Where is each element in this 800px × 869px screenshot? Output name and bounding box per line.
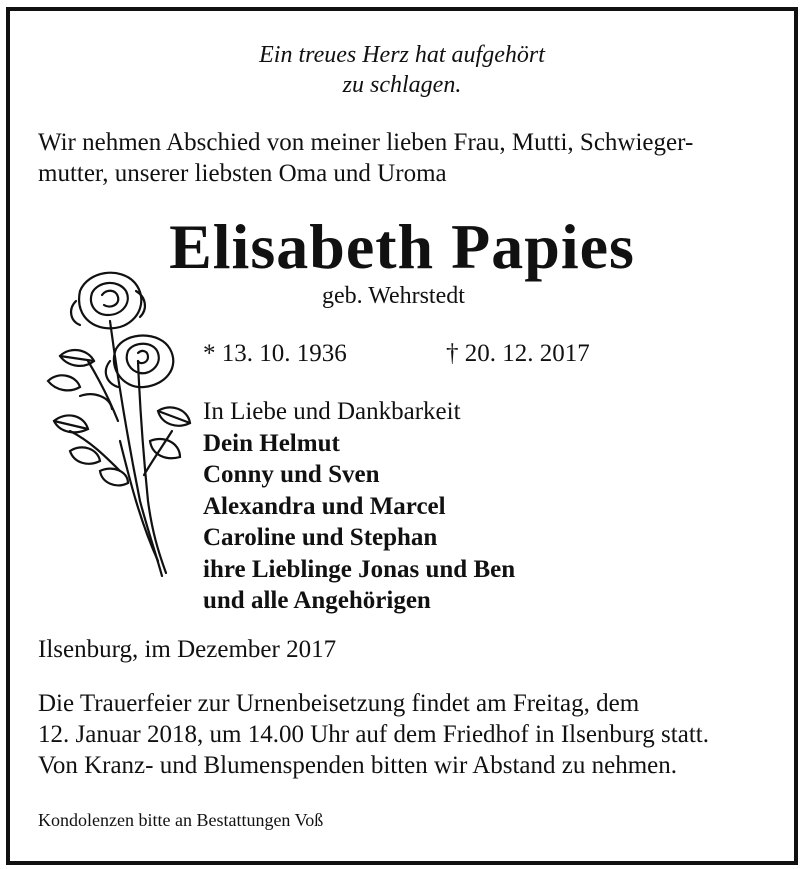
- mourner-name: Caroline und Stephan: [203, 524, 438, 551]
- service-line-2: 12. Januar 2018, um 14.00 Uhr auf dem Friedhof in Ilsenburg statt.: [38, 721, 709, 748]
- birth-name: geb. Wehrstedt: [322, 283, 465, 309]
- mourner-name: ihre Lieblinge Jonas und Ben: [203, 555, 516, 583]
- obituary-card: [6, 7, 798, 865]
- service-details: [38, 688, 766, 781]
- motto: [10, 40, 794, 100]
- intro-text: [38, 127, 766, 189]
- rose-icon: [40, 261, 200, 591]
- place-date: Ilsenburg, im Dezember 2017: [38, 636, 337, 663]
- service-line-3: Von Kranz- und Blumenspenden bitten wir Abstand zu nehmen.: [38, 752, 678, 779]
- service-line-1: Die Trauerfeier zur Urnenbeisetzung findet am Freitag, dem: [38, 690, 640, 717]
- intro-line-1: Wir nehmen Abschied von meiner lieben Frau, Mutti, Schwieger-: [38, 129, 694, 156]
- mourners-list: [203, 396, 515, 617]
- intro-line-2: mutter, unserer liebsten Oma und Uroma: [38, 160, 447, 187]
- mourner-name: Conny und Sven: [203, 461, 380, 488]
- mourner-name: Alexandra und Marcel: [203, 492, 446, 520]
- mourner-name: Dein Helmut: [203, 429, 340, 457]
- death-date: † 20. 12. 2017: [446, 340, 590, 367]
- motto-line-1: Ein treues Herz hat aufgehört: [259, 42, 545, 68]
- condolence-note: Kondolenzen bitte an Bestattungen Voß: [38, 810, 324, 830]
- birth-date: * 13. 10. 1936: [203, 340, 347, 367]
- mourners-intro: In Liebe und Dankbarkeit: [203, 398, 461, 425]
- motto-line-2: zu schlagen.: [342, 72, 462, 98]
- deceased-name: Elisabeth Papies: [169, 211, 635, 282]
- mourner-name: und alle Angehörigen: [203, 587, 431, 614]
